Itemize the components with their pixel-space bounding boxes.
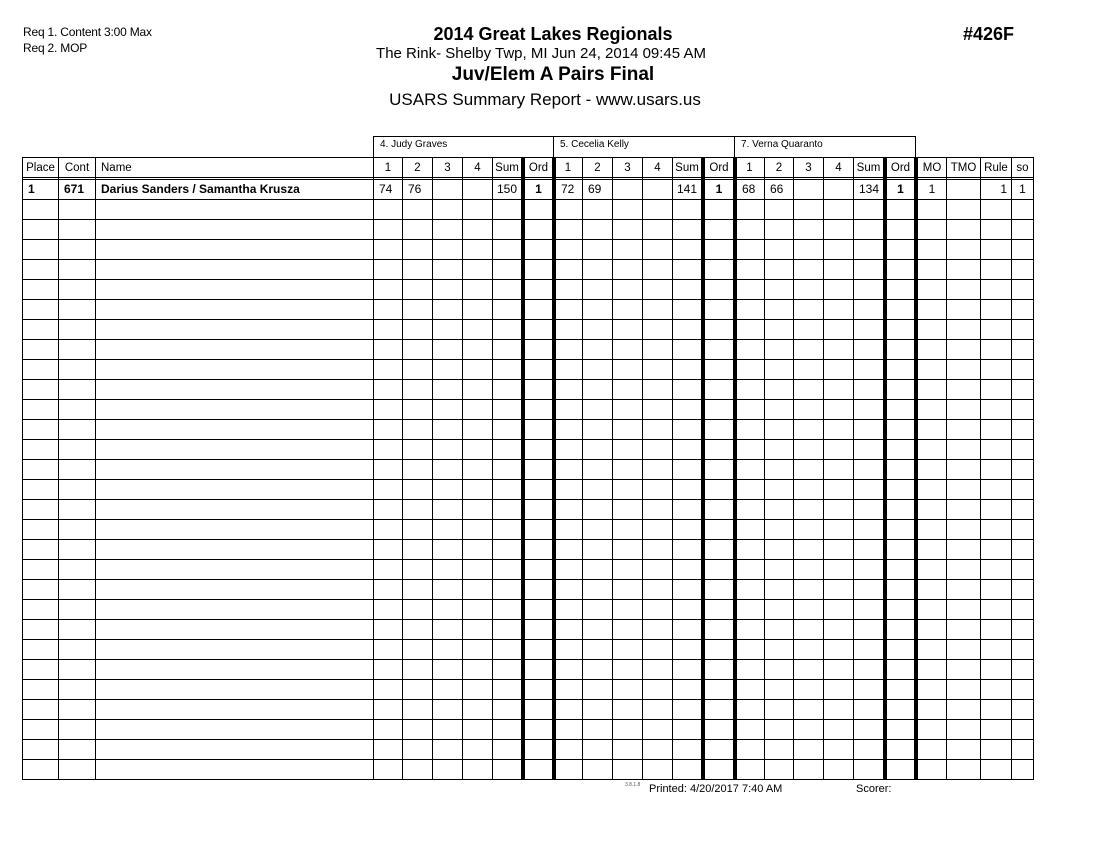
- col-header-tmo: TMO: [950, 162, 977, 174]
- col-header-j1-4: Sum: [495, 162, 519, 174]
- row-divider: [22, 399, 1034, 400]
- column-divider: [883, 157, 887, 780]
- column-divider: [432, 157, 433, 780]
- event-number: #426F: [963, 24, 1015, 44]
- row-divider: [22, 619, 1034, 620]
- row-divider: [22, 759, 1034, 760]
- judge1-s4-cell: [463, 179, 492, 199]
- col-header-place: Place: [26, 162, 55, 174]
- row-divider: [22, 259, 1034, 260]
- competition-title: 2014 Great Lakes Regionals: [433, 24, 673, 44]
- row-divider: [22, 319, 1034, 320]
- column-divider: [823, 157, 824, 780]
- column-divider: [980, 157, 981, 780]
- col-header-j1-0: 1: [384, 162, 392, 174]
- col-header-mo: MO: [922, 162, 942, 174]
- place-cell: 1: [28, 182, 35, 196]
- judge1-s3-cell: [433, 179, 462, 199]
- judge1-s1-cell: 74: [379, 182, 393, 196]
- judge3-s4-cell: [824, 179, 853, 199]
- col-header-j2-0: 1: [564, 162, 572, 174]
- judge2-s2-cell: 69: [588, 182, 602, 196]
- row-divider: [22, 439, 1034, 440]
- printed-timestamp: Printed: 4/20/2017 7:40 AM: [649, 783, 783, 795]
- judge2-s3-cell: [613, 179, 642, 199]
- judge1-ord-cell: 1: [535, 182, 542, 196]
- report-title: USARS Summary Report - www.usars.us: [389, 90, 701, 109]
- col-header-j1-5: Ord: [528, 162, 549, 174]
- judge3-sum-cell: 134: [858, 182, 879, 196]
- column-divider: [582, 157, 583, 780]
- judge3-ord-cell: 1: [897, 182, 904, 196]
- column-divider: [462, 157, 463, 780]
- col-header-j2-2: 3: [624, 162, 631, 174]
- col-header-so: so: [1016, 162, 1029, 174]
- column-divider: [853, 157, 854, 780]
- judge-header-3: 7. Verna Quaranto: [734, 136, 916, 157]
- judge3-s3-cell: [794, 179, 823, 199]
- col-header-j3-2: 3: [805, 162, 812, 174]
- row-divider: [22, 499, 1034, 500]
- column-divider: [492, 157, 493, 780]
- col-header-j2-4: Sum: [675, 162, 699, 174]
- row-divider: [22, 599, 1034, 600]
- row-divider: [22, 679, 1034, 680]
- judge-header-2: 5. Cecelia Kelly: [553, 136, 735, 157]
- col-header-j3-1: 2: [775, 162, 783, 174]
- col-header-j2-3: 4: [654, 162, 661, 174]
- scorer-label: Scorer:: [856, 783, 892, 795]
- row-divider: [22, 299, 1034, 300]
- column-divider: [1033, 157, 1034, 780]
- judge1-s2-cell: 76: [408, 182, 422, 196]
- tmo-cell: [947, 179, 980, 199]
- column-divider: [701, 157, 705, 780]
- judge2-sum-cell: 141: [676, 182, 697, 196]
- row-divider: [22, 419, 1034, 420]
- rule-cell: 1: [1000, 182, 1007, 196]
- col-header-j1-3: 4: [474, 162, 481, 174]
- column-divider: [95, 157, 96, 780]
- column-divider: [642, 157, 643, 780]
- column-divider: [1011, 157, 1012, 780]
- requirement-1: Req 1. Content 3:00 Max: [23, 25, 152, 39]
- col-header-j2-5: Ord: [709, 162, 729, 174]
- row-divider: [22, 559, 1034, 560]
- row-divider: [22, 339, 1034, 340]
- software-version: 3.8.1.8: [625, 782, 641, 788]
- row-divider: [22, 459, 1034, 460]
- col-header-name: Name: [101, 162, 132, 174]
- judge1-sum-cell: 150: [496, 182, 517, 196]
- column-divider: [612, 157, 613, 780]
- row-divider: [22, 199, 1034, 200]
- col-header-j2-1: 2: [594, 162, 601, 174]
- row-divider: [22, 539, 1034, 540]
- row-divider: [22, 519, 1034, 520]
- row-divider: [22, 479, 1034, 480]
- judge2-ord-cell: 1: [715, 182, 723, 196]
- column-divider: [521, 157, 525, 780]
- col-header-j3-0: 1: [746, 162, 753, 174]
- row-divider: [22, 719, 1034, 720]
- row-divider: [22, 239, 1034, 240]
- col-header-rule: Rule: [984, 162, 1008, 174]
- mo-cell: 1: [928, 182, 936, 196]
- cont-cell: 671: [64, 182, 85, 196]
- row-divider: [22, 779, 1034, 780]
- col-header-j1-1: 2: [414, 162, 421, 174]
- row-divider: [22, 279, 1034, 280]
- event-title: Juv/Elem A Pairs Final: [451, 64, 655, 85]
- col-header-cont: Cont: [64, 162, 90, 174]
- judge3-s1-cell: 68: [742, 182, 756, 196]
- column-divider: [946, 157, 947, 780]
- row-divider: [22, 219, 1034, 220]
- column-divider: [672, 157, 673, 780]
- column-divider: [914, 157, 918, 780]
- column-divider: [22, 157, 23, 780]
- judge-header-1: 4. Judy Graves: [373, 136, 554, 157]
- requirement-2: Req 2. MOP: [23, 41, 88, 55]
- column-divider: [764, 157, 765, 780]
- row-divider: [22, 639, 1034, 640]
- column-divider: [373, 157, 374, 780]
- column-divider: [58, 157, 59, 780]
- column-divider: [552, 157, 556, 780]
- column-divider: [733, 157, 737, 780]
- row-divider: [22, 659, 1034, 660]
- col-header-j3-5: Ord: [890, 162, 911, 174]
- name-cell: Darius Sanders / Samantha Krusza: [101, 182, 300, 196]
- so-cell: 1: [1019, 182, 1026, 196]
- venue-datetime: The Rink- Shelby Twp, MI Jun 24, 2014 09:45 AM: [376, 45, 706, 62]
- column-divider: [793, 157, 794, 780]
- row-divider: [22, 739, 1034, 740]
- row-divider: [22, 359, 1034, 360]
- judge3-s2-cell: 66: [770, 182, 784, 196]
- column-divider: [402, 157, 403, 780]
- col-header-j3-4: Sum: [856, 162, 881, 174]
- col-header-j3-3: 4: [835, 162, 842, 174]
- row-divider: [22, 379, 1034, 380]
- row-divider: [22, 579, 1034, 580]
- judge2-s1-cell: 72: [561, 182, 575, 196]
- judge2-s4-cell: [643, 179, 672, 199]
- col-header-j1-2: 3: [444, 162, 451, 174]
- row-divider: [22, 699, 1034, 700]
